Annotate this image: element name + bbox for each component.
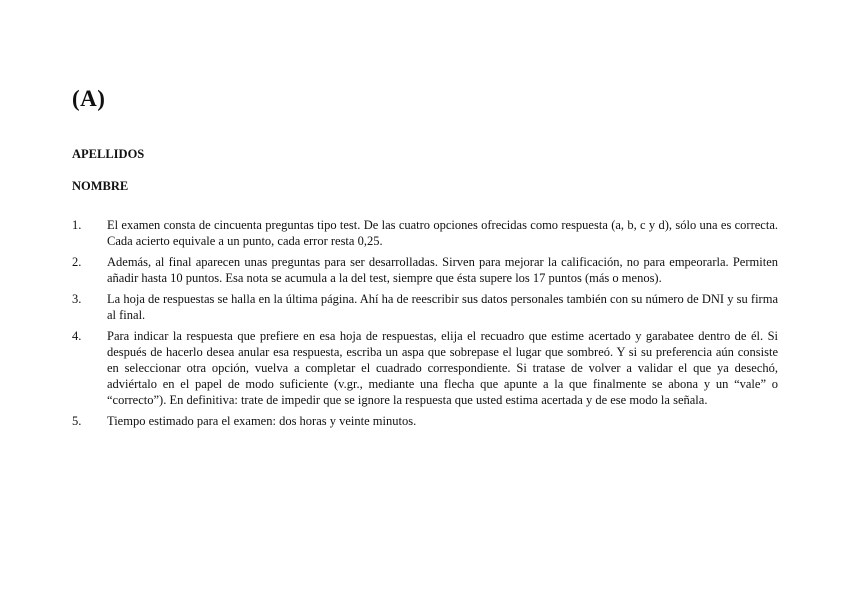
instruction-text: La hoja de respuestas se halla en la última página. Ahí ha de reescribir sus datos personales también con su número de DNI y su firma al final. <box>107 292 778 322</box>
instruction-number: 3. <box>72 292 82 306</box>
instruction-item-2 <box>72 254 778 286</box>
name-label: NOMBRE <box>72 179 129 193</box>
instruction-text: Tiempo estimado para el examen: dos horas y veinte minutos. <box>107 414 417 428</box>
instructions-list <box>72 217 778 434</box>
instruction-text: Además, al final aparecen unas preguntas para ser desarrolladas. Sirven para mejorar la calificación, no para empeorarla. Permiten añadir hasta 10 puntos. Esa nota se acumula a la del test, siempre que ésta supere los 17 puntos (más o menos). <box>107 255 778 285</box>
instruction-number: 2. <box>72 255 82 269</box>
instruction-number: 1. <box>72 218 82 232</box>
instruction-item-5 <box>72 413 778 429</box>
instruction-item-4 <box>72 328 778 408</box>
instruction-item-1 <box>72 217 778 249</box>
instruction-text: Para indicar la respuesta que prefiere en esa hoja de respuestas, elija el recuadro que estime acertado y garabatee dentro de él. Si después de hacerlo desea anular esa respuesta, escriba un aspa que sobrepase el lugar que sombreó. Y si su preferencia aún consiste en seleccionar otra opción, vuelva a completar el cuadrado correspondiente. Si tratase de volver a validar el que ya desechó, adviértalo en el papel de modo suficiente (v.gr., mediante una flecha que apunte a la que finalmente se abona y un “vale” o “correcto”). En definitiva: trate de impedir que se ignore la respuesta que usted estima acertada y de ese modo la señala. <box>107 329 778 407</box>
instruction-number: 5. <box>72 414 82 428</box>
instruction-item-3 <box>72 291 778 323</box>
instruction-number: 4. <box>72 329 82 343</box>
instruction-text: El examen consta de cincuenta preguntas tipo test. De las cuatro opciones ofrecidas como respuesta (a, b, c y d), sólo una es correcta. Cada acierto equivale a un punto, cada error resta 0,25. <box>107 218 778 248</box>
surname-label: APELLIDOS <box>72 147 145 161</box>
exam-version-heading: (A) <box>72 86 106 111</box>
